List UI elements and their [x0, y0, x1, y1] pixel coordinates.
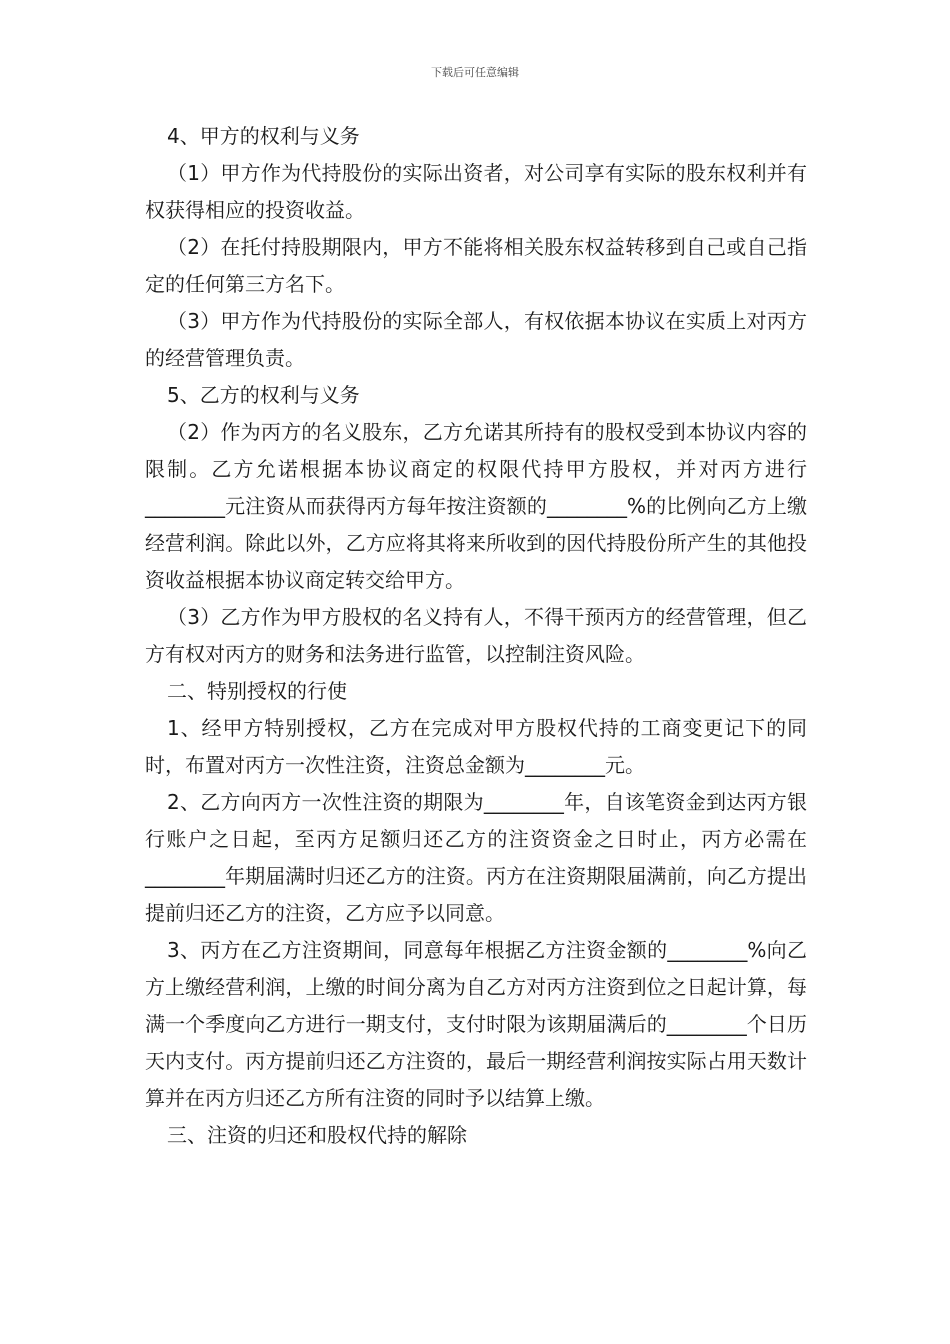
clause-paragraph: （2）作为丙方的名义股东，乙方允诺其所持有的股权受到本协议内容的限制。乙方允诺根据本协议商定的权限代持甲方股权，并对丙方进行________元注资从而获得丙方每年按注资额的________%的比例向乙方上缴经营利润。除此以外，乙方应将其将来所收到的因代持股份所产生的其他投资收益根据本协议商定转交给甲方。	[145, 420, 807, 592]
document-body	[145, 118, 807, 1154]
clause-paragraph: （2）在托付持股期限内，甲方不能将相关股东权益转移到自己或自己指定的任何第三方名下。	[145, 235, 807, 296]
clause-paragraph: （3）乙方作为甲方股权的名义持有人，不得干预丙方的经营管理，但乙方有权对丙方的财务和法务进行监管，以控制注资风险。	[145, 605, 807, 666]
clause-paragraph: （1）甲方作为代持股份的实际出资者，对公司享有实际的股东权利并有权获得相应的投资收益。	[145, 161, 807, 222]
section-heading-party-b: 5、乙方的权利与义务	[167, 383, 360, 407]
clause-paragraph: （3）甲方作为代持股份的实际全部人，有权依据本协议在实质上对丙方的经营管理负责。	[145, 309, 807, 370]
clause-paragraph: 1、经甲方特别授权，乙方在完成对甲方股权代持的工商变更记下的同时，布置对丙方一次性注资，注资总金额为________元。	[145, 716, 807, 777]
page-header-note: 下载后可任意编辑	[431, 66, 519, 79]
section-heading-return-and-termination: 三、注资的归还和股权代持的解除	[167, 1123, 467, 1147]
clause-paragraph: 2、乙方向丙方一次性注资的期限为________年，自该笔资金到达丙方银行账户之日起，至丙方足额归还乙方的注资资金之日时止，丙方必需在________年期届满时归还乙方的注资。丙方在注资期限届满前，向乙方提出提前归还乙方的注资，乙方应予以同意。	[145, 790, 807, 925]
section-heading-party-a: 4、甲方的权利与义务	[167, 124, 360, 148]
clause-paragraph: 3、丙方在乙方注资期间，同意每年根据乙方注资金额的________%向乙方上缴经营利润，上缴的时间分离为自乙方对丙方注资到位之日起计算，每满一个季度向乙方进行一期支付，支付时限为该期届满后的________个日历天内支付。丙方提前归还乙方注资的，最后一期经营利润按实际占用天数计算并在丙方归还乙方所有注资的同时予以结算上缴。	[145, 938, 807, 1110]
section-heading-special-authorization: 二、特别授权的行使	[167, 679, 347, 703]
